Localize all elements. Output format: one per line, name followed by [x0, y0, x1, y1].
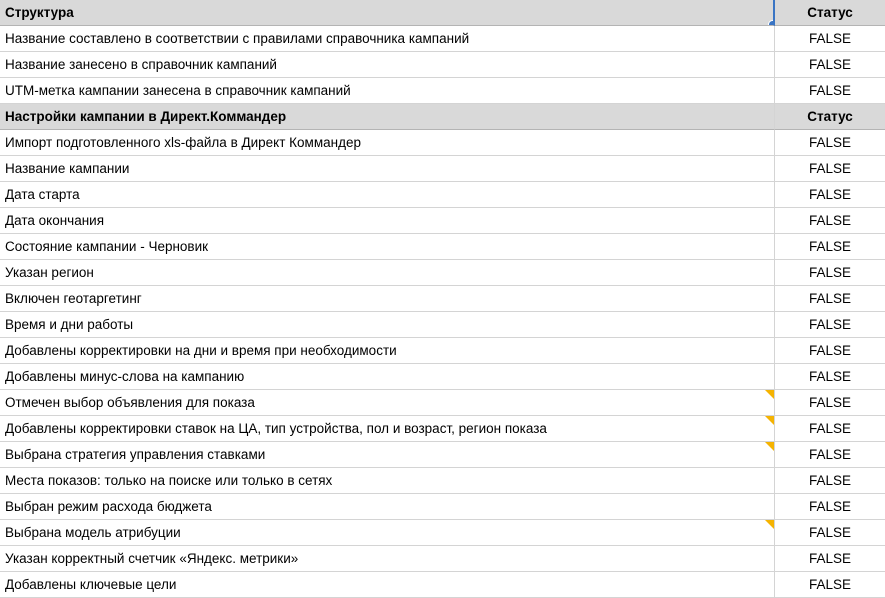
cell-status[interactable] [775, 286, 885, 312]
cell-status[interactable] [775, 104, 885, 130]
cell-text: Выбрана стратегия управления ставками [5, 447, 266, 462]
table-row[interactable] [0, 442, 885, 468]
cell-status[interactable] [775, 520, 885, 546]
table-row[interactable] [0, 260, 885, 286]
table-row[interactable] [0, 312, 885, 338]
cell-status[interactable] [775, 52, 885, 78]
cell-structure[interactable] [0, 442, 775, 468]
table-row[interactable] [0, 52, 885, 78]
cell-text: Выбрана модель атрибуции [5, 525, 181, 540]
comment-flag-icon [765, 390, 774, 399]
cell-status[interactable] [775, 390, 885, 416]
cell-status[interactable] [775, 442, 885, 468]
cell-structure[interactable] [0, 286, 775, 312]
cell-status[interactable] [775, 78, 885, 104]
cell-status[interactable] [775, 416, 885, 442]
table-row[interactable] [0, 494, 885, 520]
cell-status[interactable] [775, 312, 885, 338]
cell-status[interactable] [775, 494, 885, 520]
cell-status[interactable] [775, 234, 885, 260]
cell-text: Выбран режим расхода бюджета [5, 499, 212, 514]
table-row[interactable] [0, 390, 885, 416]
cell-status[interactable] [775, 338, 885, 364]
cell-text: FALSE [808, 369, 852, 384]
table-row[interactable] [0, 208, 885, 234]
cell-text: FALSE [808, 551, 852, 566]
cell-status[interactable] [775, 260, 885, 286]
cell-status[interactable] [775, 182, 885, 208]
cell-structure[interactable] [0, 156, 775, 182]
cell-text: Дата окончания [5, 213, 105, 228]
cell-text: Указан регион [5, 265, 94, 280]
cell-text: Добавлены минус-слова на кампанию [5, 369, 245, 384]
cell-structure[interactable] [0, 78, 775, 104]
cell-text: FALSE [808, 499, 852, 514]
cell-text: Добавлены корректировки ставок на ЦА, тип устройства, пол и возраст, регион показа [5, 421, 547, 436]
cell-text: Добавлены корректировки на дни и время при необходимости [5, 343, 397, 358]
cell-text: FALSE [808, 447, 852, 462]
cell-text: Импорт подготовленного xls-файла в Директ Коммандер [5, 135, 361, 150]
cell-structure[interactable] [0, 572, 775, 598]
cell-structure[interactable] [0, 416, 775, 442]
cell-structure[interactable] [0, 260, 775, 286]
cell-status[interactable] [775, 546, 885, 572]
cell-text: Статус [807, 109, 853, 124]
comment-flag-icon [765, 416, 774, 425]
table-row[interactable] [0, 338, 885, 364]
cell-structure[interactable] [0, 338, 775, 364]
cell-text: FALSE [808, 161, 852, 176]
cell-text: Название составлено в соответствии с правилами справочника кампаний [5, 31, 470, 46]
table-row[interactable] [0, 520, 885, 546]
cell-text: FALSE [808, 291, 852, 306]
cell-status[interactable] [775, 130, 885, 156]
cell-text: FALSE [808, 265, 852, 280]
table-header-row[interactable] [0, 0, 885, 26]
cell-structure[interactable] [0, 364, 775, 390]
cell-structure[interactable] [0, 520, 775, 546]
cell-structure[interactable] [0, 182, 775, 208]
cell-structure[interactable] [0, 130, 775, 156]
cell-text: Отмечен выбор объявления для показа [5, 395, 255, 410]
cell-status[interactable] [775, 0, 885, 26]
cell-text: FALSE [808, 57, 852, 72]
table-row[interactable] [0, 182, 885, 208]
comment-flag-icon [765, 520, 774, 529]
cell-text: Дата старта [5, 187, 80, 202]
cell-text: Структура [5, 5, 74, 20]
table-row[interactable] [0, 364, 885, 390]
cell-text: Время и дни работы [5, 317, 134, 332]
cell-text: FALSE [808, 239, 852, 254]
cell-structure[interactable] [0, 0, 775, 26]
cell-status[interactable] [775, 364, 885, 390]
cell-structure[interactable] [0, 52, 775, 78]
table-header-row[interactable] [0, 104, 885, 130]
cell-text: FALSE [808, 421, 852, 436]
cell-text: UTM-метка кампании занесена в справочник кампаний [5, 83, 351, 98]
cell-text: Название кампании [5, 161, 130, 176]
cell-status[interactable] [775, 468, 885, 494]
cell-text: FALSE [808, 31, 852, 46]
cell-text: FALSE [808, 187, 852, 202]
cell-text: Состояние кампании - Черновик [5, 239, 209, 254]
cell-structure[interactable] [0, 494, 775, 520]
cell-text: Настройки кампании в Директ.Коммандер [5, 109, 287, 124]
cell-text: FALSE [808, 525, 852, 540]
table-row[interactable] [0, 78, 885, 104]
cell-status[interactable] [775, 572, 885, 598]
cell-text: FALSE [808, 473, 852, 488]
table-row[interactable] [0, 546, 885, 572]
cell-text: FALSE [808, 83, 852, 98]
cell-structure[interactable] [0, 104, 775, 130]
table-row[interactable] [0, 468, 885, 494]
cell-status[interactable] [775, 156, 885, 182]
cell-text: FALSE [808, 213, 852, 228]
cell-text: Название занесено в справочник кампаний [5, 57, 277, 72]
table-row[interactable] [0, 234, 885, 260]
cell-structure[interactable] [0, 546, 775, 572]
cell-structure[interactable] [0, 208, 775, 234]
comment-flag-icon [765, 442, 774, 451]
table-row[interactable] [0, 572, 885, 598]
cell-text: Указан корректный счетчик «Яндекс. метрики» [5, 551, 299, 566]
cell-structure[interactable] [0, 390, 775, 416]
cell-structure[interactable] [0, 468, 775, 494]
cell-text: FALSE [808, 317, 852, 332]
cell-structure[interactable] [0, 26, 775, 52]
table-row[interactable] [0, 416, 885, 442]
cell-structure[interactable] [0, 234, 775, 260]
cell-text: Статус [807, 5, 853, 20]
cell-text: Добавлены ключевые цели [5, 577, 177, 592]
cell-text: FALSE [808, 395, 852, 410]
cell-structure[interactable] [0, 312, 775, 338]
cell-status[interactable] [775, 208, 885, 234]
cell-text: FALSE [808, 343, 852, 358]
cell-text: FALSE [808, 135, 852, 150]
cell-text: FALSE [808, 577, 852, 592]
cell-text: Места показов: только на поиске или только в сетях [5, 473, 333, 488]
cell-status[interactable] [775, 26, 885, 52]
cell-text: Включен геотаргетинг [5, 291, 142, 306]
table-row[interactable] [0, 286, 885, 312]
table-row[interactable] [0, 26, 885, 52]
table-row[interactable] [0, 156, 885, 182]
table-row[interactable] [0, 130, 885, 156]
